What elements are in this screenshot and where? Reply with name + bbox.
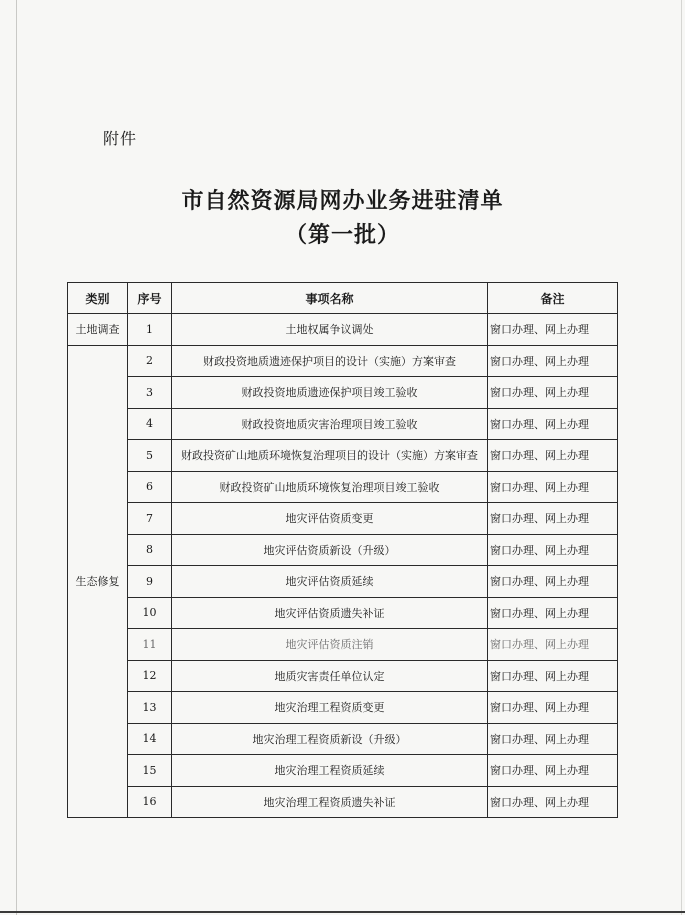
- category-cell: 生态修复: [68, 345, 128, 818]
- seq-cell: 7: [128, 503, 172, 535]
- item-name-cell: 地灾治理工程资质延续: [172, 755, 488, 787]
- item-name-cell: 地灾治理工程资质新设（升级）: [172, 723, 488, 755]
- header-note: 备注: [488, 283, 618, 314]
- table-row: [68, 786, 618, 818]
- item-name-cell: 地灾评估资质变更: [172, 503, 488, 535]
- seq-cell: 2: [128, 345, 172, 377]
- item-name-cell: 地灾评估资质延续: [172, 566, 488, 598]
- note-cell: 窗口办理、网上办理: [488, 660, 618, 692]
- seq-cell: 4: [128, 408, 172, 440]
- item-name-cell: 财政投资地质遗迹保护项目的设计（实施）方案审查: [172, 345, 488, 377]
- seq-cell: 13: [128, 692, 172, 724]
- seq-cell: 3: [128, 377, 172, 409]
- item-name-cell: 地质灾害责任单位认定: [172, 660, 488, 692]
- service-list-table: [67, 282, 618, 818]
- table-row: [68, 723, 618, 755]
- note-cell: 窗口办理、网上办理: [488, 692, 618, 724]
- note-cell: 窗口办理、网上办理: [488, 503, 618, 535]
- note-cell: 窗口办理、网上办理: [488, 629, 618, 661]
- table-row: [68, 471, 618, 503]
- item-name-cell: 地灾评估资质新设（升级）: [172, 534, 488, 566]
- item-name-cell: 地灾治理工程资质变更: [172, 692, 488, 724]
- table-row: [68, 440, 618, 472]
- header-category: 类别: [68, 283, 128, 314]
- item-name-cell: 财政投资矿山地质环境恢复治理项目竣工验收: [172, 471, 488, 503]
- table-row: [68, 377, 618, 409]
- header-item: 事项名称: [172, 283, 488, 314]
- document-subtitle: （第一批）: [284, 222, 400, 248]
- table-row: [68, 503, 618, 535]
- seq-cell: 10: [128, 597, 172, 629]
- seq-cell: 14: [128, 723, 172, 755]
- note-cell: 窗口办理、网上办理: [488, 534, 618, 566]
- category-cell: 土地调查: [68, 314, 128, 346]
- table-header-row: [68, 283, 618, 314]
- note-cell: 窗口办理、网上办理: [488, 723, 618, 755]
- note-cell: 窗口办理、网上办理: [488, 597, 618, 629]
- table-row: [68, 692, 618, 724]
- attachment-label: 附件: [103, 129, 138, 148]
- item-name-cell: 财政投资矿山地质环境恢复治理项目的设计（实施）方案审查: [172, 440, 488, 472]
- item-name-cell: 财政投资地质灾害治理项目竣工验收: [172, 408, 488, 440]
- page-edge-left: [16, 0, 17, 915]
- table-row: [68, 314, 618, 346]
- item-name-cell: 地灾评估资质注销: [172, 629, 488, 661]
- table-row: [68, 566, 618, 598]
- seq-cell: 8: [128, 534, 172, 566]
- table-row: [68, 345, 618, 377]
- seq-cell: 16: [128, 786, 172, 818]
- item-name-cell: 地灾评估资质遗失补证: [172, 597, 488, 629]
- note-cell: 窗口办理、网上办理: [488, 786, 618, 818]
- note-cell: 窗口办理、网上办理: [488, 471, 618, 503]
- page-edge-bottom: [0, 911, 685, 913]
- table-row: [68, 660, 618, 692]
- header-seq: 序号: [128, 283, 172, 314]
- seq-cell: 5: [128, 440, 172, 472]
- table-row: [68, 629, 618, 661]
- document-title: 市自然资源局网办业务进驻清单: [181, 188, 504, 214]
- seq-cell: 11: [128, 629, 172, 661]
- note-cell: 窗口办理、网上办理: [488, 440, 618, 472]
- note-cell: 窗口办理、网上办理: [488, 345, 618, 377]
- seq-cell: 15: [128, 755, 172, 787]
- seq-cell: 1: [128, 314, 172, 346]
- note-cell: 窗口办理、网上办理: [488, 377, 618, 409]
- seq-cell: 12: [128, 660, 172, 692]
- note-cell: 窗口办理、网上办理: [488, 314, 618, 346]
- page-edge-right: [681, 0, 682, 915]
- seq-cell: 6: [128, 471, 172, 503]
- table-row: [68, 755, 618, 787]
- table-row: [68, 408, 618, 440]
- note-cell: 窗口办理、网上办理: [488, 408, 618, 440]
- item-name-cell: 地灾治理工程资质遗失补证: [172, 786, 488, 818]
- note-cell: 窗口办理、网上办理: [488, 755, 618, 787]
- item-name-cell: 财政投资地质遗迹保护项目竣工验收: [172, 377, 488, 409]
- seq-cell: 9: [128, 566, 172, 598]
- table-row: [68, 534, 618, 566]
- item-name-cell: 土地权属争议调处: [172, 314, 488, 346]
- note-cell: 窗口办理、网上办理: [488, 566, 618, 598]
- table-row: [68, 597, 618, 629]
